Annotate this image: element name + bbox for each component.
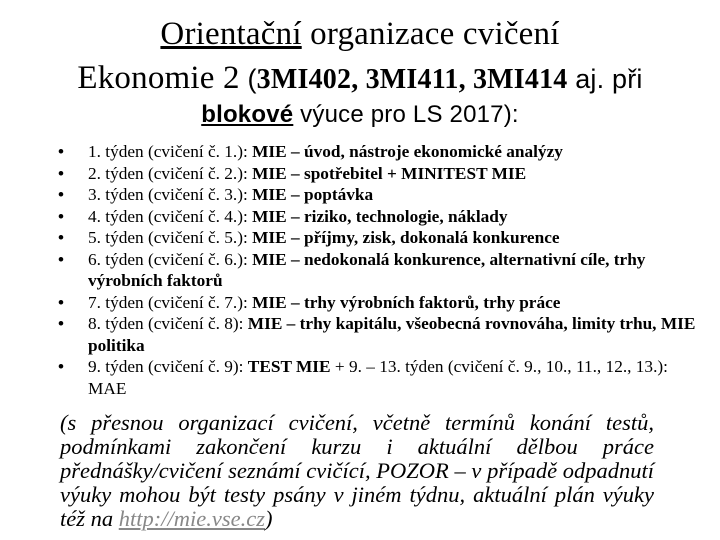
title-course-codes: 3MI402, 3MI411, 3MI414 — [256, 64, 568, 95]
schedule-item — [58, 163, 704, 185]
note-close-paren: ) — [264, 506, 273, 531]
schedule-week: 1. týden (cvičení č. 1.): — [88, 142, 253, 161]
schedule-topic: MIE – trhy výrobních faktorů, trhy práce — [252, 292, 561, 312]
schedule-topic: MIE – nedokonalá konkurence, alternativní cíle, trhy výrobních faktorů — [88, 249, 646, 290]
schedule-week: 4. týden (cvičení č. 4.): — [88, 206, 253, 226]
page-title-line-3 — [0, 100, 720, 130]
title-organizace-cviceni: organizace cvičení — [301, 16, 560, 52]
schedule-item — [58, 227, 704, 249]
schedule-topic: TEST MIE — [247, 357, 331, 376]
title-paren-open: ( — [247, 64, 257, 94]
schedule-topic: MIE – úvod, nástroje ekonomické analýzy — [252, 142, 563, 161]
schedule-week: 7. týden (cvičení č. 7.): — [88, 292, 253, 312]
title-word-blokove: blokové — [201, 101, 294, 128]
schedule-item — [58, 206, 704, 228]
title-course-name: Ekonomie 2 — [77, 60, 240, 96]
schedule-item — [58, 249, 704, 292]
schedule-topic: MIE – poptávka — [252, 185, 374, 204]
schedule-topic: MIE – příjmy, zisk, dokonalá konkurence — [252, 228, 560, 247]
schedule-item — [58, 313, 704, 356]
schedule-item — [58, 356, 704, 399]
mie-website-link[interactable]: http://mie.vse.cz — [118, 506, 265, 531]
page-title-line-2 — [0, 58, 720, 100]
organization-note — [60, 411, 654, 531]
schedule-topic: MIE – spotřebitel + MINITEST MIE — [252, 163, 527, 183]
schedule-list — [58, 141, 704, 399]
title-word-orientacni: Orientační — [160, 16, 302, 52]
schedule-week: 9. týden (cvičení č. 9): — [88, 357, 248, 376]
schedule-topic: MIE – trhy kapitálu, všeobecná rovnováha, limity trhu, MIE politika — [88, 314, 696, 355]
schedule-week: 6. týden (cvičení č. 6.): — [88, 249, 253, 269]
schedule-topic: MIE – riziko, technologie, náklady — [252, 206, 508, 226]
schedule-item — [58, 184, 704, 206]
schedule-extra: + 9. – 13. týden (cvičení č. 9., 10., 11., 12., 13.): MAE — [88, 357, 668, 398]
note-text: (s přesnou organizací cvičení, včetně termínů konání testů, podmínkami zakončení kurzu i aktuální dělbou práce přednášky/cvičení seznámí cvičící, POZOR – v případě odpadnutí výuky mohou být testy psány v jiném týdnu, aktuální plán výuky též na — [60, 410, 654, 531]
schedule-item — [58, 292, 704, 314]
page-title-line-1 — [0, 14, 720, 54]
schedule-week: 5. týden (cvičení č. 5.): — [88, 228, 253, 247]
schedule-item — [58, 141, 704, 163]
schedule-week: 8. týden (cvičení č. 8): — [88, 314, 248, 333]
schedule-week: 3. týden (cvičení č. 3.): — [88, 185, 253, 204]
schedule-week: 2. týden (cvičení č. 2.): — [88, 163, 253, 183]
title-line2-rest: aj. při — [567, 64, 643, 94]
title-line3-rest: výuce pro LS 2017): — [293, 101, 519, 128]
